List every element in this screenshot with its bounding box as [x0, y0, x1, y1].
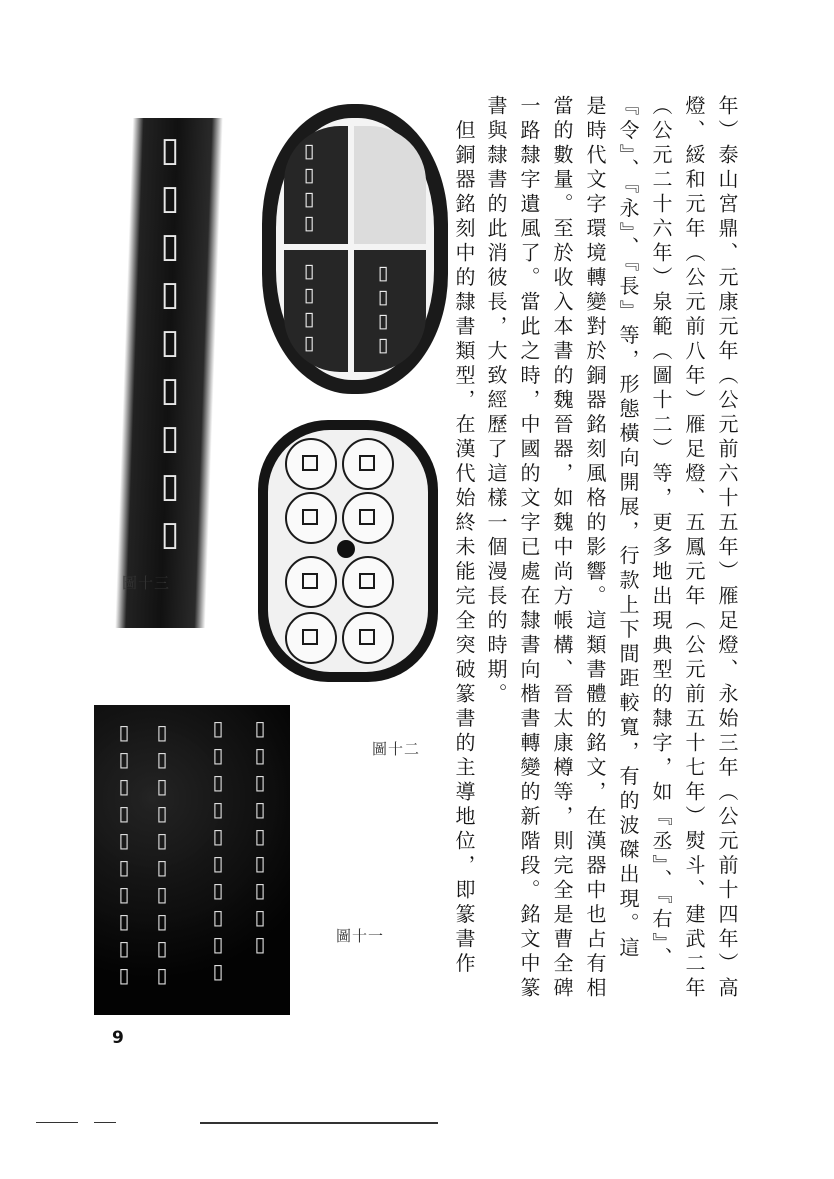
- mould-sprue: [337, 540, 355, 558]
- figure-12-caption: 圖十二: [372, 740, 421, 758]
- text-column: 書與隸書的此消彼長，大致經歷了這樣一個漫長的時期。: [484, 95, 508, 708]
- figure-13-inscription: ▯▯▯▯▯▯▯▯▯: [150, 130, 190, 562]
- rubbing-inscription: ▯▯▯▯▯▯▯▯▯▯: [112, 720, 136, 990]
- rubbing-inscription: ▯▯▯▯▯▯▯▯▯▯: [150, 720, 174, 990]
- rubbing-inscription: ▯▯▯▯▯▯▯▯▯: [248, 716, 272, 959]
- oval-inscription: ▯▯▯▯: [298, 260, 320, 356]
- text-column: 但銅器銘刻中的隸書類型，在漢代始終未能完全突破篆書的主導地位，即篆書作: [452, 95, 476, 977]
- text-column: 一路隸字遺風了。當此之時，中國的文字已處在隸書向楷書轉變的新階段。銘文中篆: [517, 95, 541, 1002]
- coin-icon: [285, 556, 337, 608]
- text-column: 當的數量。至於收入本書的魏晉器，如魏中尚方帳構、晉太康樽等，則完全是曹全碑: [550, 95, 574, 1002]
- coin-icon: [285, 612, 337, 664]
- text-column: 燈、綏和元年（公元前八年）雁足燈、五鳳元年（公元前五十七年）熨斗、建武二年: [682, 95, 706, 1002]
- coin-icon: [342, 492, 394, 544]
- coin-icon: [285, 438, 337, 490]
- divider: [94, 1122, 116, 1123]
- oval-inscription: ▯▯▯▯: [298, 140, 320, 236]
- figure-13-caption: 圖十三: [122, 574, 171, 592]
- coin-icon: [342, 556, 394, 608]
- text-column: （公元二十六年）泉範（圖十二）等，更多地出現典型的隸字，如『丞』、『右』、: [649, 95, 673, 972]
- text-column: 年）泰山宮鼎、元康元年（公元前六十五年）雁足燈、永始三年（公元前十四年）高: [715, 95, 739, 1002]
- page-number: 9: [112, 1028, 124, 1048]
- divider: [200, 1122, 438, 1124]
- divider: [36, 1122, 78, 1123]
- coin-icon: [342, 612, 394, 664]
- coin-icon: [342, 438, 394, 490]
- text-column: 『令』、『永』、『長』等，形態橫向開展，行款上下間距較寬，有的波磔出現。這: [616, 95, 640, 962]
- text-column: 是時代文字環境轉變對於銅器銘刻風格的影響。這類書體的銘文，在漢器中也占有相: [583, 95, 607, 1002]
- body-text: [448, 95, 743, 1045]
- oval-inscription: ▯▯▯▯: [372, 262, 394, 358]
- figure-11-caption: 圖十一: [336, 927, 385, 945]
- rubbing-inscription: ▯▯▯▯▯▯▯▯▯▯: [206, 716, 230, 986]
- coin-icon: [285, 492, 337, 544]
